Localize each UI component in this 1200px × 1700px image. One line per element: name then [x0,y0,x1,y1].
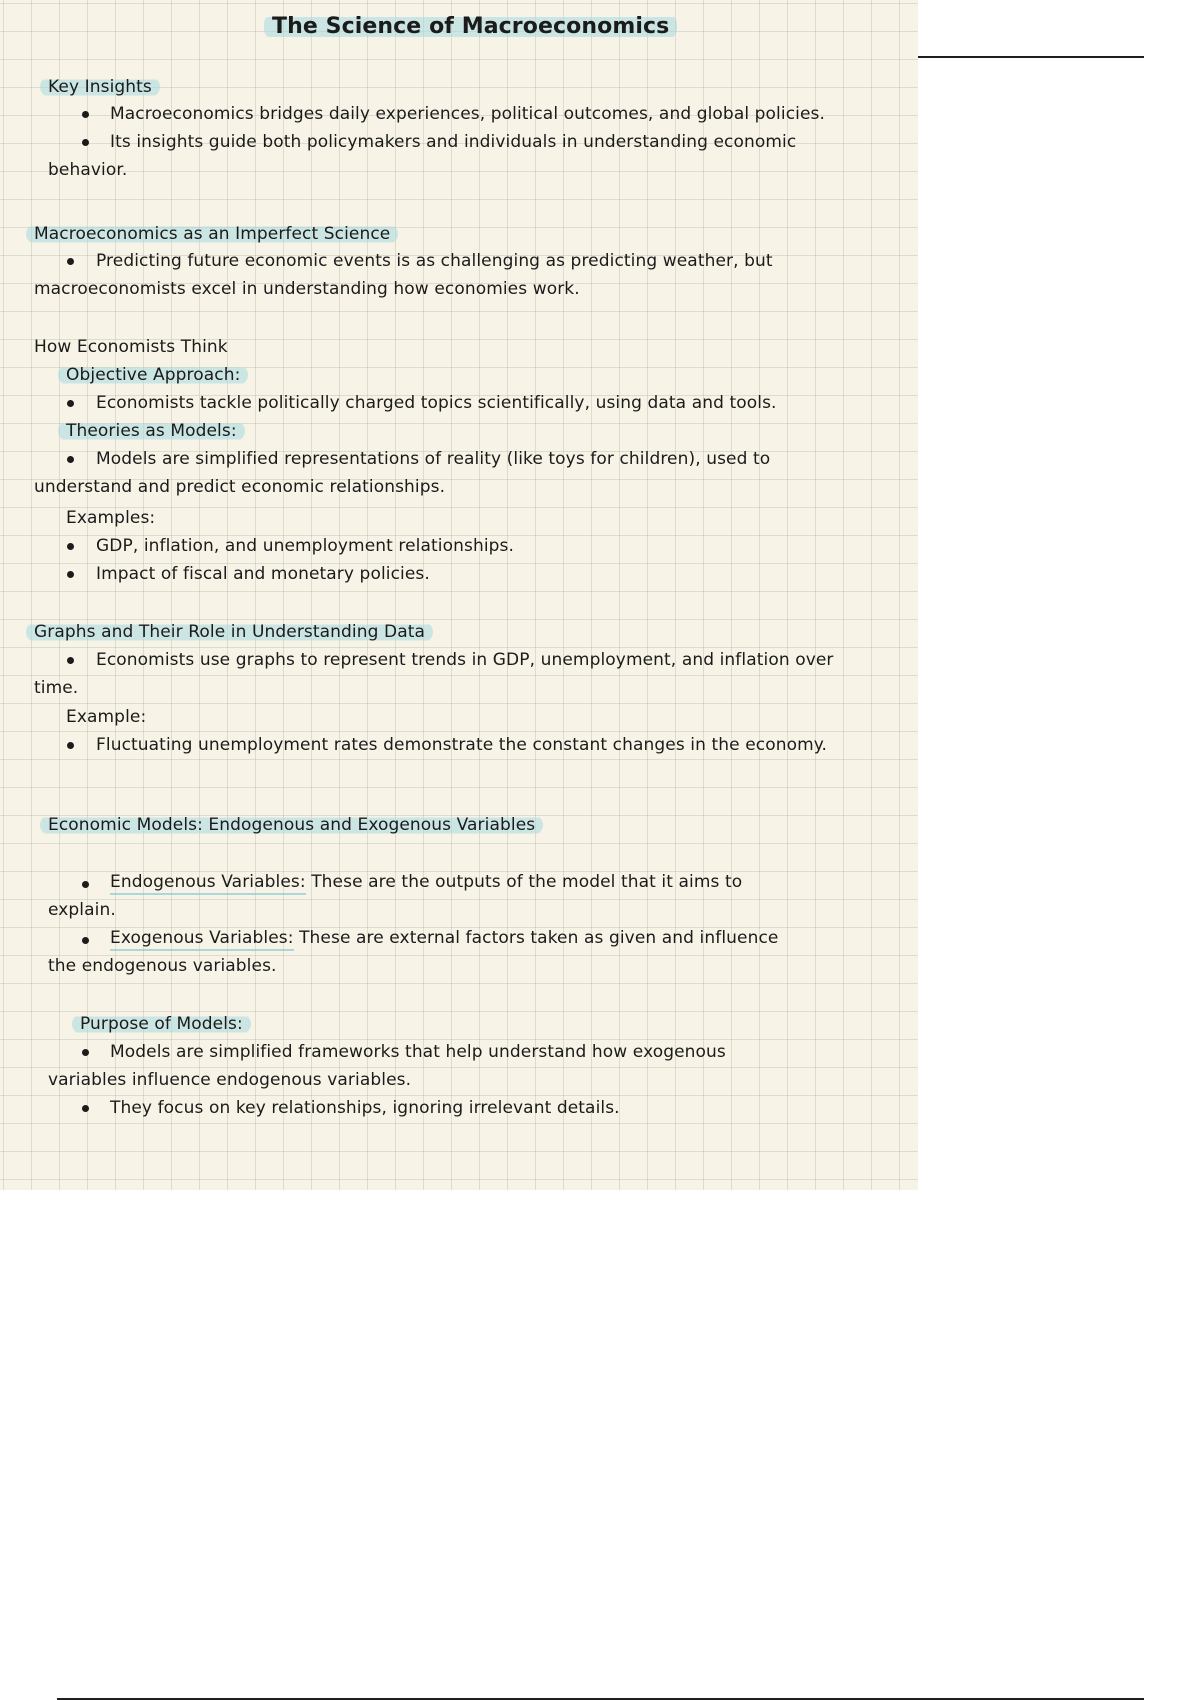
bullet-icon [67,543,74,550]
bullet-icon [67,400,74,407]
purpose-heading-text: Purpose of Models: [72,1014,251,1034]
bullet-icon [67,258,74,265]
example-1: GDP, inflation, and unemployment relationships. [96,536,514,556]
bullet-icon [82,1105,89,1112]
theories-as-models-heading [66,417,245,445]
key-insights-heading [48,73,160,101]
graphs-heading [34,618,433,646]
economists-think-heading: How Economists Think [34,337,228,357]
bullet-icon [82,111,89,118]
models-heading-text: Economic Models: Endogenous and Exogenous Variables [40,815,543,835]
graphs-heading-text: Graphs and Their Role in Understanding Data [26,622,433,642]
objective-approach-heading [66,361,248,389]
exogenous-bullet-line-2: the endogenous variables. [48,956,277,976]
imperfect-science-bullet-line-2: macroeconomists excel in understanding how economies work. [34,279,580,299]
graphs-bullet-line-1: Economists use graphs to represent trends in GDP, unemployment, and inflation over [96,650,834,670]
endogenous-definition: These are the outputs of the model that it aims to [305,872,743,892]
key-insights-bullet-2-line-1: Its insights guide both policymakers and individuals in understanding economic [110,132,797,152]
exogenous-definition: These are external factors taken as given and influence [293,928,779,948]
endogenous-bullet-line-1 [110,868,742,896]
theories-as-models-heading-text: Theories as Models: [58,421,245,441]
imperfect-science-heading [34,220,398,248]
examples-heading: Examples: [66,508,156,528]
bullet-icon [67,571,74,578]
page-title [272,12,677,42]
theories-bullet-line-1: Models are simplified representations of reality (like toys for children), used to [96,449,771,469]
models-heading [48,811,543,839]
purpose-bullet-1-line-1: Models are simplified frameworks that help understand how exogenous [110,1042,726,1062]
objective-approach-heading-text: Objective Approach: [58,365,248,385]
endogenous-bullet-line-2: explain. [48,900,116,920]
imperfect-science-heading-text: Macroeconomics as an Imperfect Science [26,224,398,244]
theories-bullet-line-2: understand and predict economic relationships. [34,477,446,497]
bullet-icon [67,742,74,749]
imperfect-science-bullet-line-1: Predicting future economic events is as challenging as predicting weather, but [96,251,773,271]
graphs-bullet-line-2: time. [34,678,79,698]
graphs-example-heading: Example: [66,707,147,727]
exogenous-bullet-line-1 [110,924,778,952]
title-highlight: The Science of Macroeconomics [264,14,677,39]
bullet-icon [67,456,74,463]
bullet-icon [82,937,89,944]
key-insights-bullet-2-line-2: behavior. [48,160,128,180]
objective-approach-bullet: Economists tackle politically charged topics scientifically, using data and tools. [96,393,777,413]
graphs-example-1: Fluctuating unemployment rates demonstrate the constant changes in the economy. [96,735,827,755]
bullet-icon [82,1049,89,1056]
purpose-bullet-1-line-2: variables influence endogenous variables. [48,1070,412,1090]
bullet-icon [67,657,74,664]
bullet-icon [82,139,89,146]
purpose-bullet-2: They focus on key relationships, ignoring irrelevant details. [110,1098,620,1118]
purpose-heading [80,1010,251,1038]
example-2: Impact of fiscal and monetary policies. [96,564,430,584]
endogenous-term: Endogenous Variables: [110,872,306,895]
key-insights-bullet-1: Macroeconomics bridges daily experiences, political outcomes, and global policies. [110,104,825,124]
top-right-divider [918,56,1144,58]
exogenous-term: Exogenous Variables: [110,928,294,951]
key-insights-heading-text: Key Insights [40,77,160,97]
bullet-icon [82,881,89,888]
